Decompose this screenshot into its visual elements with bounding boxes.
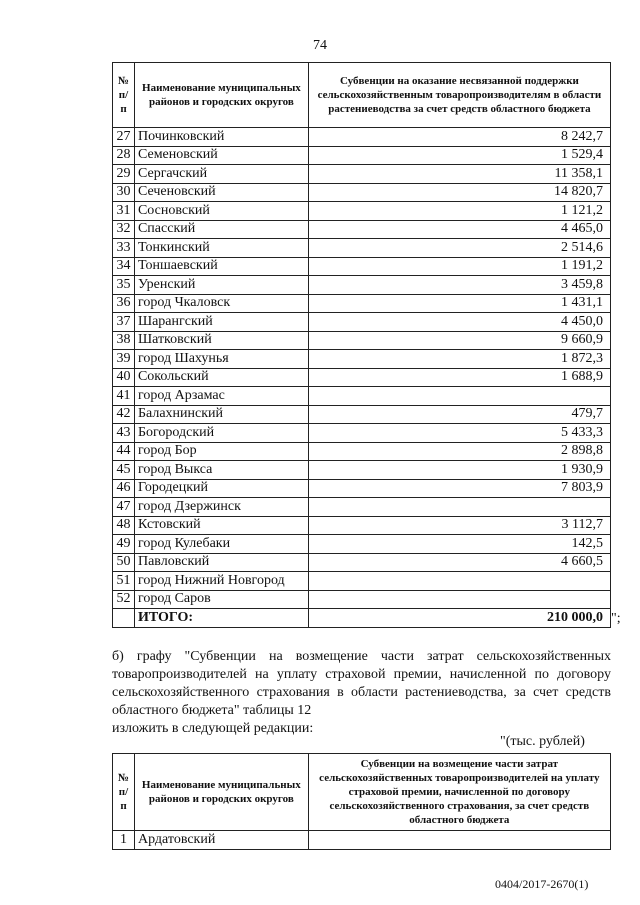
row-number: 35 [113,276,135,295]
row-value: 14 820,7 [308,183,610,202]
subsidies-table [112,62,611,628]
row-name: Тоншаевский [134,257,308,276]
row-value: 142,5 [308,535,610,554]
row-name: Семеновский [134,146,308,165]
row-number: 42 [113,405,135,424]
table-row [113,294,611,313]
row-number: 27 [113,128,135,147]
row-value: 1 191,2 [308,257,610,276]
table-row [113,498,611,517]
row-name: город Саров [134,590,308,609]
table-row [113,516,611,535]
units-label: "(тыс. рублей) [500,734,585,749]
row-value: 9 660,9 [308,331,610,350]
total-row [113,609,611,628]
table-row [113,368,611,387]
row-name: город Шахунья [134,350,308,369]
row-value: 2 898,8 [308,442,610,461]
row-name: Тонкинский [134,239,308,258]
table-row [113,387,611,406]
table-row [113,572,611,591]
row-value: 1 121,2 [308,202,610,221]
table-row [113,461,611,480]
row-number: 48 [113,516,135,535]
row-number: 41 [113,387,135,406]
total-empty-cell [113,609,135,628]
table-row [113,183,611,202]
header-name: Наименование муниципальных районов и городских округов [134,63,308,128]
table-row [113,239,611,258]
row-value [308,498,610,517]
table-row [113,313,611,332]
row-name: Шатковский [134,331,308,350]
row-value: 8 242,7 [308,128,610,147]
row-name: Спасский [134,220,308,239]
row-number: 29 [113,165,135,184]
insurance-subsidies-table [112,753,611,850]
row-number: 40 [113,368,135,387]
row-value [308,831,610,850]
document-code: 0404/2017-2670(1) [495,877,589,891]
total-label: ИТОГО: [134,609,308,628]
table-row [113,442,611,461]
row-name: город Чкаловск [134,294,308,313]
row-name: Шарангский [134,313,308,332]
row-value: 1 431,1 [308,294,610,313]
table-row [113,553,611,572]
row-name: Сергачский [134,165,308,184]
row-number: 52 [113,590,135,609]
row-value: 4 465,0 [308,220,610,239]
row-name: Балахнинский [134,405,308,424]
row-value: 1 529,4 [308,146,610,165]
table-row [113,350,611,369]
header-number: № п/п [113,754,135,831]
closing-quote: "; [611,611,621,626]
table-row [113,405,611,424]
table-row [113,424,611,443]
table-header-row [113,63,611,128]
row-number: 43 [113,424,135,443]
row-name: Кстовский [134,516,308,535]
row-number: 49 [113,535,135,554]
row-name: Городецкий [134,479,308,498]
table-row [113,479,611,498]
row-value: 479,7 [308,405,610,424]
table-row [113,146,611,165]
row-name: город Бор [134,442,308,461]
row-name: Починковский [134,128,308,147]
header-name: Наименование муниципальных районов и городских округов [134,754,308,831]
row-name: Богородский [134,424,308,443]
row-name: Ардатовский [134,831,308,850]
row-value: 1 688,9 [308,368,610,387]
row-value: 7 803,9 [308,479,610,498]
table-row [113,590,611,609]
row-number: 32 [113,220,135,239]
amendment-paragraph: б) графу "Субвенции на возмещение части затрат сельскохозяйственных товаропроизводителей на уплату страховой премии, начисленной по договору сельскохозяйственного страхования в области растениеводства, за счет средств областного бюджета" таблицы 12 [112,649,611,718]
table-row [113,331,611,350]
amendment-paragraph-end: изложить в следующей редакции: [112,721,314,736]
row-number: 39 [113,350,135,369]
table-header-row [113,754,611,831]
row-number: 50 [113,553,135,572]
row-number: 47 [113,498,135,517]
row-number: 36 [113,294,135,313]
row-name: город Кулебаки [134,535,308,554]
header-number: № п/п [113,63,135,128]
row-name: город Нижний Новгород [134,572,308,591]
row-name: Сосновский [134,202,308,221]
table-row [113,165,611,184]
row-number: 30 [113,183,135,202]
table-row [113,220,611,239]
row-name: город Дзержинск [134,498,308,517]
row-number: 45 [113,461,135,480]
row-value [308,387,610,406]
table-row [113,257,611,276]
row-value [308,572,610,591]
table-row [113,535,611,554]
row-name: Сокольский [134,368,308,387]
row-name: Сеченовский [134,183,308,202]
row-number: 28 [113,146,135,165]
row-value [308,590,610,609]
row-number: 38 [113,331,135,350]
header-value: Субвенции на возмещение части затрат сельскохозяйственных товаропроизводителей на уплату страховой премии, начисленной по договору сельскохозяйственного страхования, за счет средств областного бюджета [308,754,610,831]
row-number: 33 [113,239,135,258]
table-row [113,128,611,147]
total-value: 210 000,0 [308,609,610,628]
row-number: 37 [113,313,135,332]
row-number: 31 [113,202,135,221]
row-value: 5 433,3 [308,424,610,443]
row-number: 1 [113,831,135,850]
row-value: 3 459,8 [308,276,610,295]
row-number: 44 [113,442,135,461]
page-number: 74 [313,38,327,53]
row-number: 46 [113,479,135,498]
row-name: город Выкса [134,461,308,480]
row-value: 4 450,0 [308,313,610,332]
row-name: Павловский [134,553,308,572]
row-name: Уренский [134,276,308,295]
row-value: 3 112,7 [308,516,610,535]
table-row [113,276,611,295]
row-value: 1 930,9 [308,461,610,480]
row-value: 1 872,3 [308,350,610,369]
header-value: Субвенции на оказание несвязанной поддержки сельскохозяйственным товаропроизводителям в области растениеводства за счет средств областного бюджета [308,63,610,128]
row-value: 2 514,6 [308,239,610,258]
row-number: 34 [113,257,135,276]
row-value: 4 660,5 [308,553,610,572]
row-value: 11 358,1 [308,165,610,184]
table-row [113,831,611,850]
row-name: город Арзамас [134,387,308,406]
table-row [113,202,611,221]
row-number: 51 [113,572,135,591]
